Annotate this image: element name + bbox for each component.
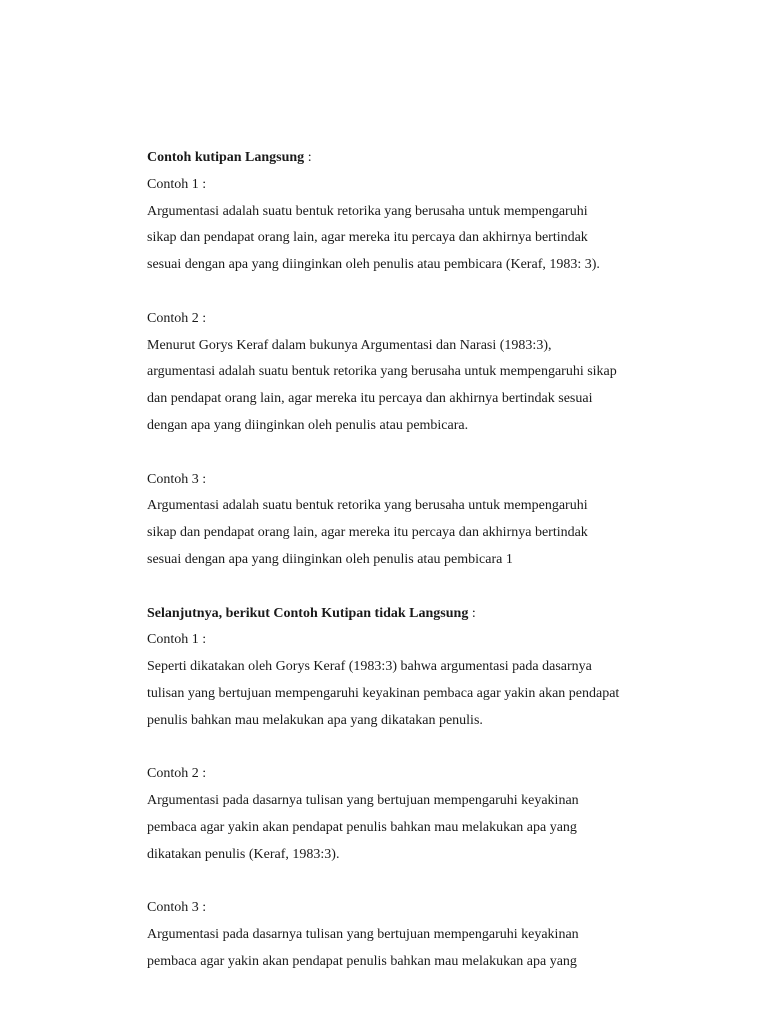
- paragraph-line: Menurut Gorys Keraf dalam bukunya Argumentasi dan Narasi (1983:3),: [147, 337, 552, 353]
- example-label: Contoh 3 :: [147, 900, 207, 916]
- paragraph-line: sesuai dengan apa yang diinginkan oleh penulis atau pembicara 1: [147, 551, 513, 567]
- paragraph-line: pembaca agar yakin akan pendapat penulis bahkan mau melakukan apa yang: [147, 953, 577, 969]
- paragraph-spacer: [147, 869, 687, 896]
- example-label: Contoh 2 :: [147, 766, 207, 782]
- paragraph-spacer: [147, 735, 687, 762]
- section-heading-direct-quote: [147, 145, 687, 172]
- paragraph-line: argumentasi adalah suatu bentuk retorika yang berusaha untuk mempengaruhi sikap: [147, 364, 617, 380]
- paragraph-line: sikap dan pendapat orang lain, agar mereka itu percaya dan akhirnya bertindak: [147, 230, 588, 246]
- paragraph-line: dikatakan penulis (Keraf, 1983:3).: [147, 846, 340, 862]
- document-body: [147, 145, 687, 976]
- example-label: Contoh 3 :: [147, 471, 207, 487]
- paragraph-spacer: [147, 574, 687, 601]
- paragraph-line: Argumentasi pada dasarnya tulisan yang bertujuan mempengaruhi keyakinan: [147, 927, 579, 943]
- section-heading-indirect-quote: [147, 601, 687, 628]
- paragraph-spacer: [147, 279, 687, 306]
- paragraph-line: penulis bahkan mau melakukan apa yang dikatakan penulis.: [147, 712, 483, 728]
- section-heading-bold: Contoh kutipan Langsung: [147, 150, 305, 165]
- paragraph-line: Argumentasi adalah suatu bentuk retorika yang berusaha untuk mempengaruhi: [147, 498, 588, 514]
- section-heading-suffix: :: [304, 150, 312, 165]
- paragraph-spacer: [147, 440, 687, 467]
- paragraph-line: Seperti dikatakan oleh Gorys Keraf (1983:3) bahwa argumentasi pada dasarnya: [147, 659, 592, 675]
- paragraph-line: dan pendapat orang lain, agar mereka itu percaya dan akhirnya bertindak sesuai: [147, 391, 593, 407]
- paragraph-line: pembaca agar yakin akan pendapat penulis bahkan mau melakukan apa yang: [147, 819, 577, 835]
- paragraph-line: Argumentasi adalah suatu bentuk retorika yang berusaha untuk mempengaruhi: [147, 203, 588, 219]
- example-label: Contoh 2 :: [147, 310, 207, 326]
- paragraph-line: Argumentasi pada dasarnya tulisan yang bertujuan mempengaruhi keyakinan: [147, 793, 579, 809]
- paragraph-line: sesuai dengan apa yang diinginkan oleh penulis atau pembicara (Keraf, 1983: 3).: [147, 257, 600, 273]
- example-label: Contoh 1 :: [147, 176, 207, 192]
- paragraph-line: tulisan yang bertujuan mempengaruhi keyakinan pembaca agar yakin akan pendapat: [147, 685, 620, 701]
- paragraph-line: sikap dan pendapat orang lain, agar mereka itu percaya dan akhirnya bertindak: [147, 525, 588, 541]
- paragraph-line: dengan apa yang diinginkan oleh penulis atau pembicara.: [147, 417, 469, 433]
- example-label: Contoh 1 :: [147, 632, 207, 648]
- section-heading-bold: Selanjutnya, berikut Contoh Kutipan tidak Langsung: [147, 605, 469, 621]
- section-heading-suffix: :: [468, 605, 476, 621]
